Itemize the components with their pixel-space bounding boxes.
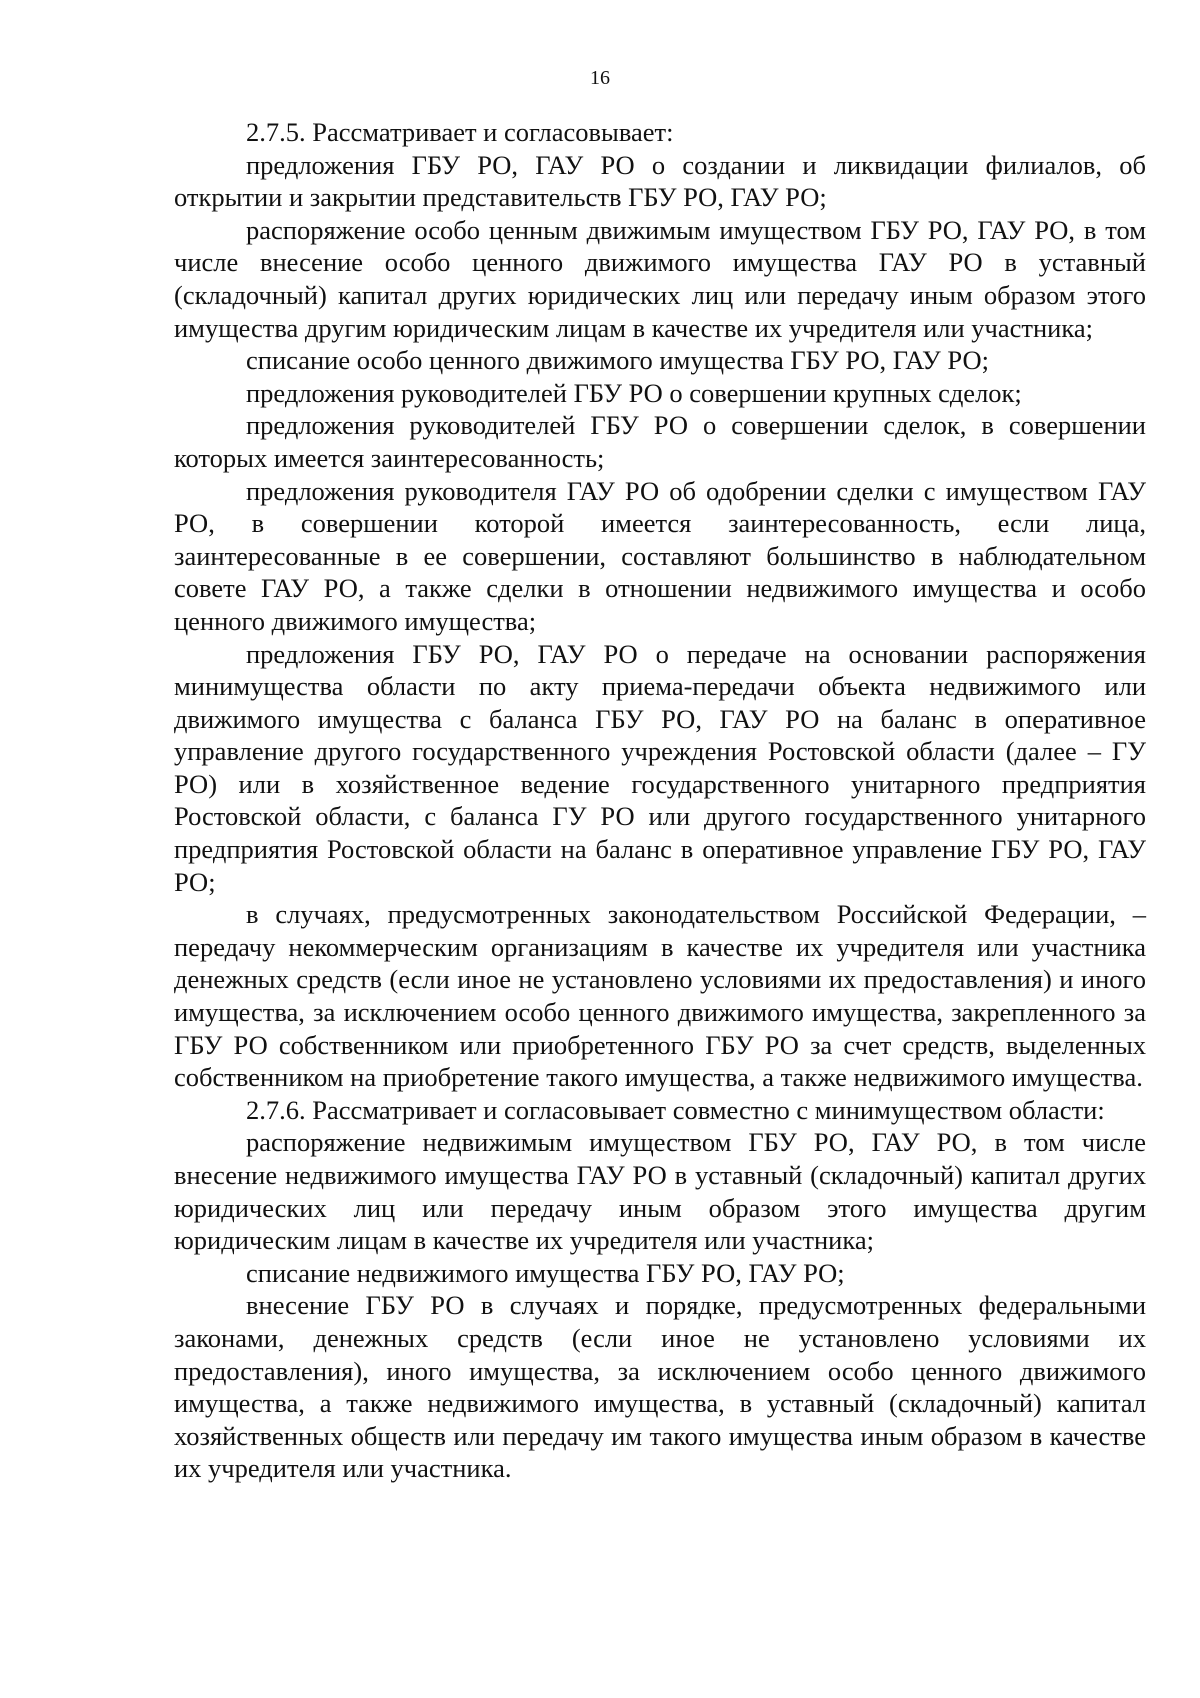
paragraph: списание недвижимого имущества ГБУ РО, ГАУ РО; xyxy=(246,1257,845,1288)
document-body xyxy=(174,116,1146,1485)
section-heading-2-7-5: 2.7.5. Рассматривает и согласовывает: xyxy=(246,117,674,147)
page-number: 16 xyxy=(590,67,610,89)
paragraph: распоряжение недвижимым имуществом ГБУ РО, ГАУ РО, в том числе внесение недвижимого имущества ГАУ РО в уставный (складочный) капитал других юридических лиц или передачу иным образом этого имущества другим юридическим лицам в качестве их учредителя или участника; xyxy=(174,1127,1146,1256)
paragraph: в случаях, предусмотренных законодательством Российской Федерации, – передачу некоммерческим организациям в качестве их учредителя или участника денежных средств (если иное не установлено условиями их предоставления) и иного имущества, за исключением особо ценного движимого имущества, закрепленного за ГБУ РО собственником или приобретенного ГБУ РО за счет средств, выделенных собственником на приобретение такого имущества, а также недвижимого имущества. xyxy=(174,899,1146,1093)
paragraph: распоряжение особо ценным движимым имуществом ГБУ РО, ГАУ РО, в том числе внесение особо ценного движимого имущества ГАУ РО в уставный (складочный) капитал других юридических лиц или передачу иным образом этого имущества другим юридическим лицам в качестве их учредителя или участника; xyxy=(174,214,1146,343)
paragraph: списание особо ценного движимого имущества ГБУ РО, ГАУ РО; xyxy=(246,345,989,376)
section-heading-2-7-6: 2.7.6. Рассматривает и согласовывает совместно с минимуществом области: xyxy=(246,1094,1105,1125)
paragraph: предложения ГБУ РО, ГАУ РО о создании и ликвидации филиалов, об открытии и закрытии представительств ГБУ РО, ГАУ РО; xyxy=(174,149,1146,213)
paragraph: предложения руководителей ГБУ РО о совершении крупных сделок; xyxy=(246,377,1022,408)
paragraph: предложения руководителей ГБУ РО о совершении сделок, в совершении которых имеется заинтересованность; xyxy=(174,410,1146,473)
paragraph: предложения руководителя ГАУ РО об одобрении сделки с имуществом ГАУ РО, в совершении которой имеется заинтересованность, если лица, заинтересованные в ее совершении, составляют большинство в наблюдательном совете ГАУ РО, а также сделки в отношении недвижимого имущества и особо ценного движимого имущества; xyxy=(174,475,1146,636)
paragraph: внесение ГБУ РО в случаях и порядке, предусмотренных федеральными законами, денежных средств (если иное не установлено условиями их предоставления), иного имущества, за исключением особо ценного движимого имущества, а также недвижимого имущества, в уставный (складочный) капитал хозяйственных обществ или передачу им такого имущества иным образом в качестве их учредителя или участника. xyxy=(174,1290,1146,1484)
paragraph: предложения ГБУ РО, ГАУ РО о передаче на основании распоряжения минимущества области по акту приема-передачи объекта недвижимого или движимого имущества с баланса ГБУ РО, ГАУ РО на баланс в оперативное управление другого государственного учреждения Ростовской области (далее – ГУ РО) или в хозяйственное ведение государственного унитарного предприятия Ростовской области, с баланса ГУ РО или другого государственного унитарного предприятия Ростовской области на баланс в оперативное управление ГБУ РО, ГАУ РО; xyxy=(174,638,1146,897)
